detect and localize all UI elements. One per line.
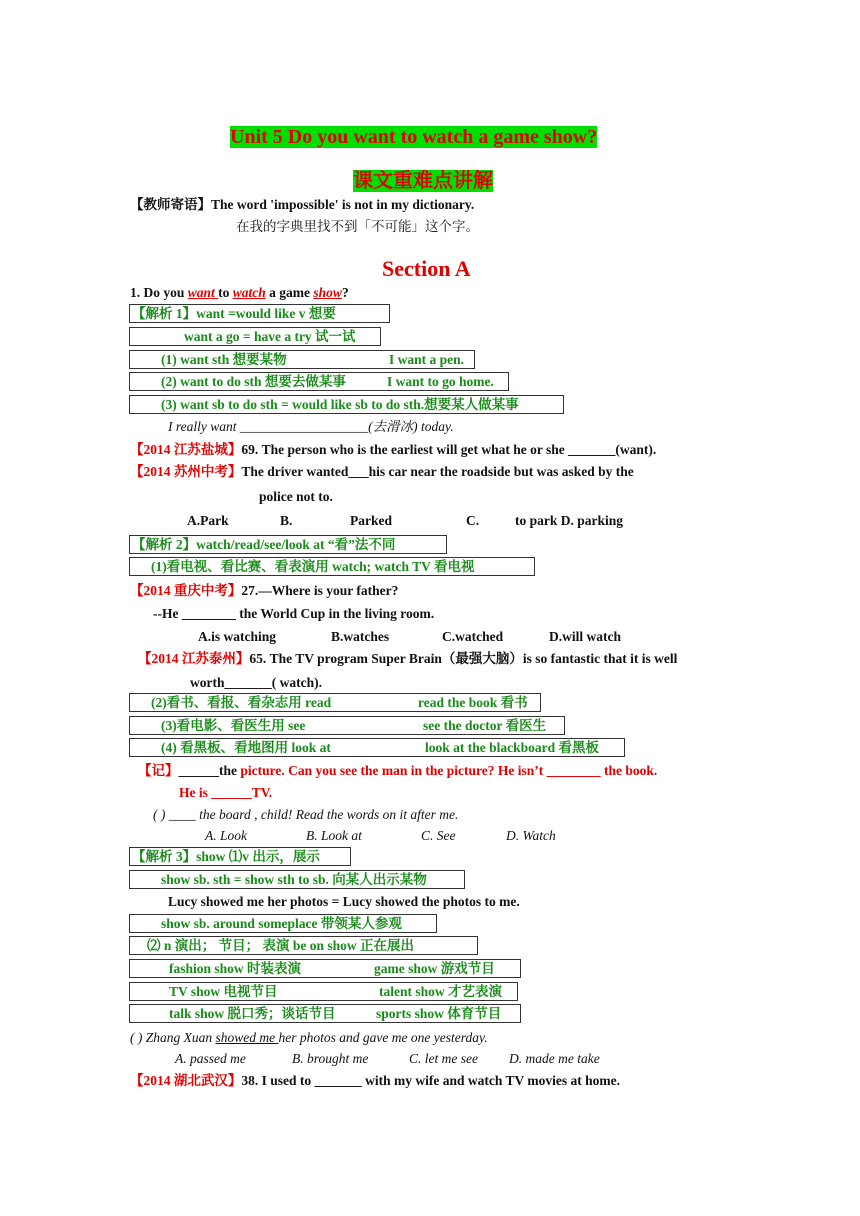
page-title: Unit 5 Do you want to watch a game show? <box>230 126 598 148</box>
note-4-line-2: show sb. sth = show sth to sb. 向某人出示某物 <box>129 870 465 889</box>
note-4-line-6: TV show 电视节目 talent show 才艺表演 <box>129 982 518 1001</box>
exercise-3: 【2014 苏州中考】The driver wanted___his car near the roadside but was asked by the <box>130 464 634 479</box>
note-4-line-3: show sb. around someplace 带领某人参观 <box>129 914 437 933</box>
note-3-line-1: (2)看书、看报、看杂志用 read read the book 看书 <box>129 693 541 712</box>
note-1-line-2: want a go = have a try 试一试 <box>129 327 381 346</box>
exercise-1: I really want ___________________(去滑冰) today. <box>168 419 454 434</box>
note-1-line-3: (1) want sth 想要某物 I want a pen. <box>129 350 475 369</box>
section-heading: Section A <box>382 256 471 281</box>
exercise-5: 【2014 江苏泰州】65. The TV program Super Brain（最强大脑）is so fantastic that it is well <box>138 651 678 666</box>
question-1: 1. Do you want to watch a game show? <box>130 285 349 300</box>
exercise-6: ( ) ____ the board , child! Read the words on it after me. <box>153 807 459 822</box>
exercise-3-cont: police not to. <box>259 489 333 504</box>
exercise-4-line-2: --He ________ the World Cup in the living room. <box>153 606 435 621</box>
exercise-4: 【2014 重庆中考】27.—Where is your father? <box>130 583 399 598</box>
note-1-heading: 【解析 1】want =would like v 想要 <box>129 304 390 323</box>
note-3-line-3: (4) 看黑板、看地图用 look at look at the blackboard 看黑板 <box>129 738 625 757</box>
exercise-7: ( ) Zhang Xuan showed me her photos and gave me one yesterday. <box>130 1030 488 1045</box>
note-1-line-4: (2) want to do sth 想要去做某事 I want to go home. <box>129 372 509 391</box>
note-4-line-4: ⑵ n 演出； 节目； 表演 be on show 正在展出 <box>129 936 478 955</box>
teacher-motto-zh: 在我的字典里找不到「不可能」这个字。 <box>236 219 479 234</box>
note-4-line-5: fashion show 时装表演 game show 游戏节目 <box>129 959 521 978</box>
memo-line-2: He is ______TV. <box>179 785 273 800</box>
memo-line-1: 【记】______the picture. Can you see the man in the picture? He isn’t ________ the book. <box>138 763 658 778</box>
note-2-heading: 【解析 2】watch/read/see/look at “看”法不同 <box>129 535 447 554</box>
note-1-line-5: (3) want sb to do sth = would like sb to do sth.想要某人做某事 <box>129 395 564 414</box>
exercise-2: 【2014 江苏盐城】69. The person who is the earliest will get what he or she _______(want). <box>130 442 657 457</box>
note-3-line-2: (3)看电影、看医生用 see see the doctor 看医生 <box>129 716 565 735</box>
exercise-8: 【2014 湖北武汉】38. I used to _______ with my wife and watch TV movies at home. <box>130 1073 621 1088</box>
note-4-example: Lucy showed me her photos = Lucy showed the photos to me. <box>168 894 520 909</box>
page-subtitle: 课文重难点讲解 <box>353 170 493 192</box>
note-4-line-7: talk show 脱口秀；谈话节目 sports show 体育节目 <box>129 1004 521 1023</box>
teacher-motto: 【教师寄语】The word 'impossible' is not in my dictionary. <box>130 197 475 212</box>
note-2-line-2: (1)看电视、看比赛、看表演用 watch; watch TV 看电视 <box>129 557 535 576</box>
note-4-heading: 【解析 3】show ⑴v 出示，展示 <box>129 847 351 866</box>
exercise-5-line-2: worth_______( watch). <box>190 675 322 690</box>
